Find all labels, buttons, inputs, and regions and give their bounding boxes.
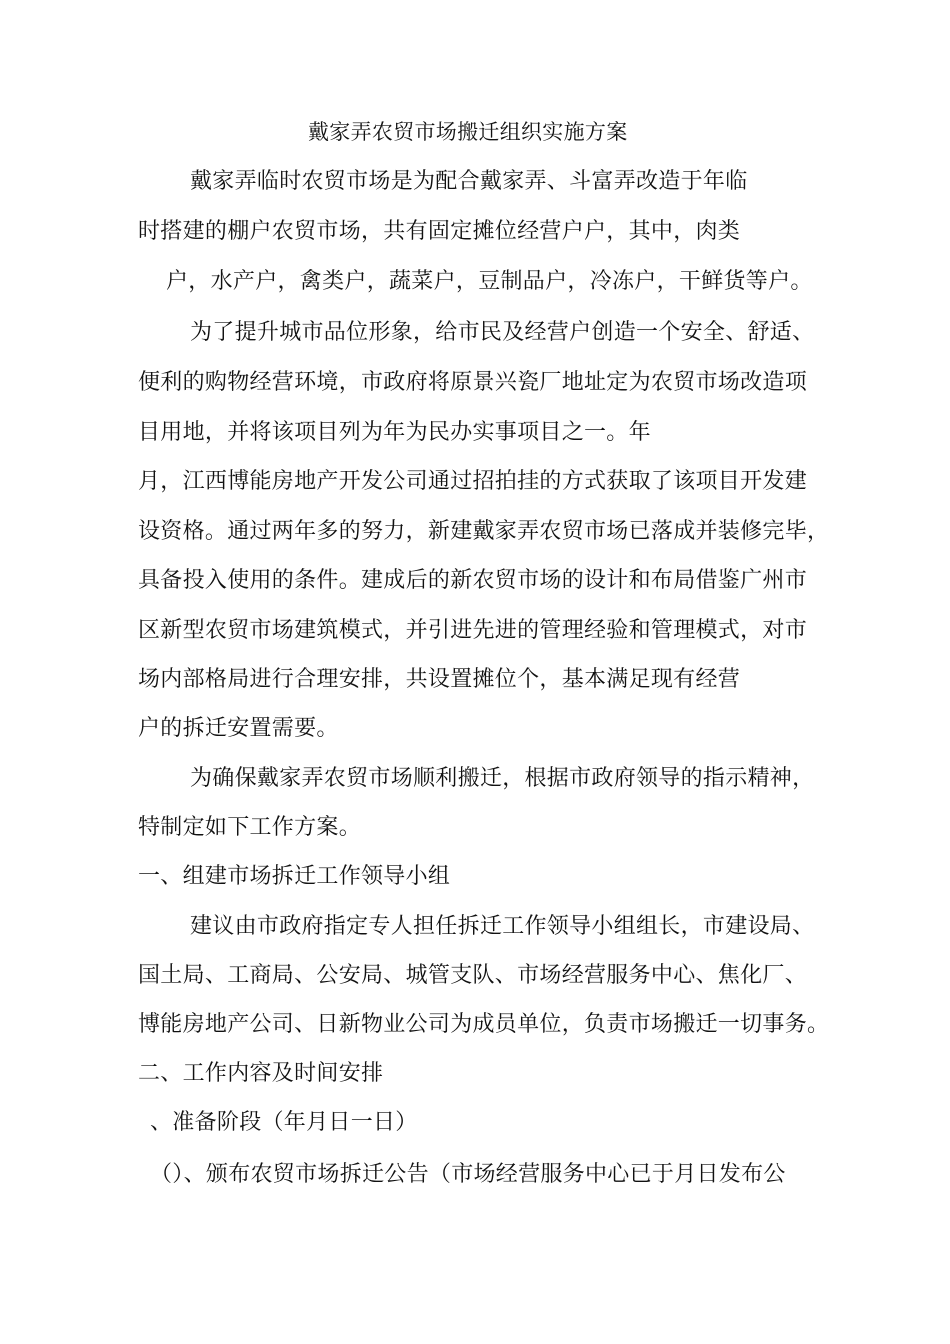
- paragraph-line: 特制定如下工作方案。: [138, 815, 362, 840]
- paragraph-line: 户，水产户，禽类户，蔬菜户，豆制品户，冷冻户，干鲜货等户。: [166, 269, 813, 294]
- paragraph-line: 时搭建的棚户农贸市场，共有固定摊位经营户户，其中，肉类: [138, 219, 741, 244]
- paragraph-line: 设资格。通过两年多的努力，新建戴家弄农贸市场已落成并装修完毕，: [138, 519, 830, 544]
- paragraph-line: 博能房地产公司、日新物业公司为成员单位，负责市场搬迁一切事务。: [138, 1012, 830, 1037]
- paragraph-line: 户的拆迁安置需要。: [138, 716, 339, 741]
- section-heading: 一、组建市场拆迁工作领导小组: [138, 864, 451, 889]
- paragraph-line: 便利的购物经营环境，市政府将原景兴瓷厂地址定为农贸市场改造项: [138, 370, 808, 395]
- section-heading: 二、工作内容及时间安排: [138, 1061, 384, 1086]
- paragraph-line: 戴家弄临时农贸市场是为配合戴家弄、斗富弄改造于年临: [190, 169, 748, 194]
- paragraph-line: 场内部格局进行合理安排，共设置摊位个，基本满足现有经营: [138, 667, 741, 692]
- paragraph-line: 区新型农贸市场建筑模式，并引进先进的管理经验和管理模式，对市: [138, 618, 808, 643]
- paragraph-line: 具备投入使用的条件。建成后的新农贸市场的设计和布局借鉴广州市: [138, 568, 808, 593]
- paragraph-line: （）、颁布农贸市场拆迁公告（市场经营服务中心已于月日发布公: [150, 1162, 786, 1187]
- subsection-heading: 、准备阶段（年月日一日）: [150, 1110, 418, 1135]
- paragraph-line: 目用地，并将该项目列为年为民办实事项目之一。年: [138, 420, 651, 445]
- paragraph-line: 国土局、工商局、公安局、城管支队、市场经营服务中心、焦化厂、: [138, 963, 808, 988]
- document-title: 戴家弄农贸市场搬迁组织实施方案: [308, 120, 628, 144]
- paragraph-line: 月，江西博能房地产开发公司通过招拍挂的方式获取了该项目开发建: [138, 469, 808, 494]
- paragraph-line: 建议由市政府指定专人担任拆迁工作领导小组组长，市建设局、: [190, 914, 815, 939]
- paragraph-line: 为了提升城市品位形象，给市民及经营户创造一个安全、舒适、: [190, 320, 815, 345]
- paragraph-line: 为确保戴家弄农贸市场顺利搬迁，根据市政府领导的指示精神，: [190, 766, 815, 791]
